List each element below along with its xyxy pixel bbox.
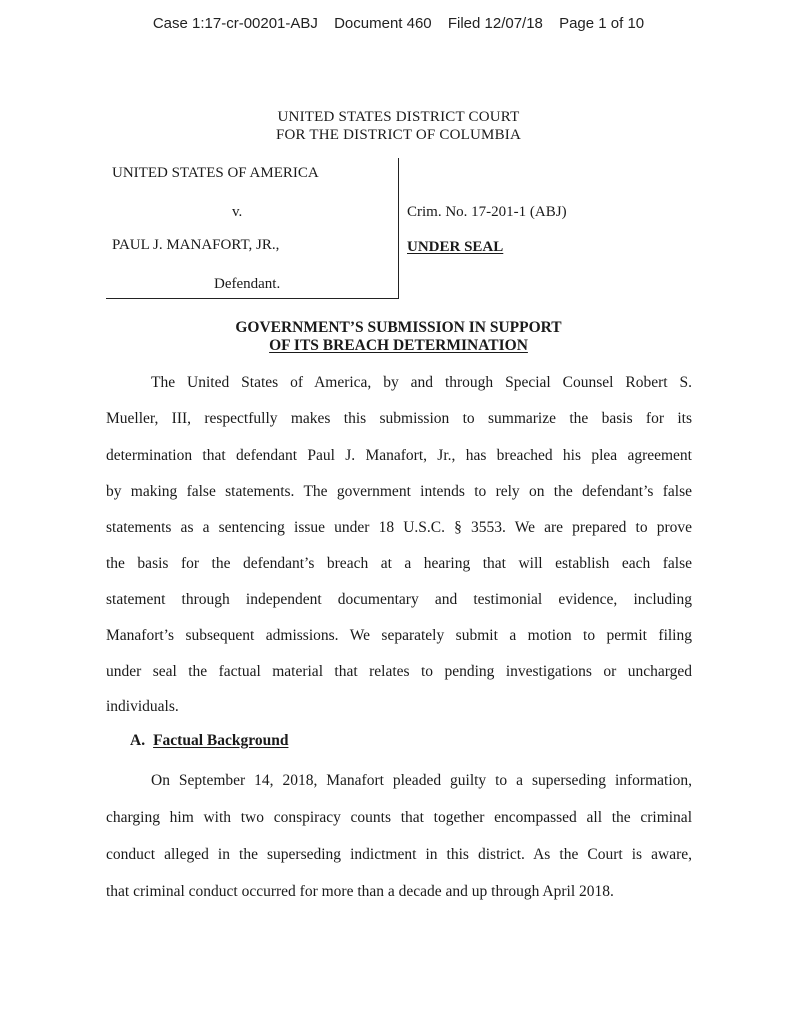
paragraph-1-line: by making false statements. The government intends to rely on the defendant’s false — [106, 483, 692, 500]
ecf-header — [0, 15, 797, 32]
document-title — [0, 319, 797, 355]
paragraph-1-line: the basis for the defendant’s breach at a hearing that will establish each false — [106, 555, 692, 572]
case-number: Crim. No. 17-201-1 (ABJ) — [407, 204, 567, 220]
paragraph-1-line: individuals. — [106, 698, 179, 715]
caption-plaintiff: UNITED STATES OF AMERICA — [112, 165, 319, 181]
paragraph-1-line: Manafort’s subsequent admissions. We separately submit a motion to permit filing — [106, 627, 692, 644]
court-line-2: FOR THE DISTRICT OF COLUMBIA — [275, 127, 522, 143]
title-line-2: OF ITS BREACH DETERMINATION — [269, 337, 528, 354]
section-title: Factual Background — [153, 732, 289, 749]
header-document-number: Document 460 — [334, 15, 432, 32]
court-name — [0, 108, 797, 144]
header-case-number: Case 1:17-cr-00201-ABJ — [152, 15, 318, 32]
section-number: A. — [130, 732, 146, 749]
paragraph-2-line: that criminal conduct occurred for more than a decade and up through April 2018. — [106, 883, 614, 900]
paragraph-1-line: Mueller, III, respectfully makes this submission to summarize the basis for its — [106, 410, 692, 427]
caption-versus: v. — [232, 204, 243, 220]
header-filed-date: Filed 12/07/18 — [447, 15, 543, 32]
title-line-1: GOVERNMENT’S SUBMISSION IN SUPPORT — [235, 319, 562, 336]
paragraph-1-line: determination that defendant Paul J. Manafort, Jr., has breached his plea agreement — [106, 447, 692, 464]
paragraph-1-line: under seal the factual material that relates to pending investigations or uncharged — [106, 663, 692, 680]
caption-vertical-divider — [398, 158, 399, 298]
paragraph-1-line: statement through independent documentary and testimonial evidence, including — [106, 591, 692, 608]
under-seal-label: UNDER SEAL — [407, 239, 504, 255]
paragraph-1-line: The United States of America, by and through Special Counsel Robert S. — [151, 374, 692, 391]
paragraph-2-line: On September 14, 2018, Manafort pleaded guilty to a superseding information, — [151, 772, 692, 789]
paragraph-2-line: charging him with two conspiracy counts that together encompassed all the criminal — [106, 809, 692, 826]
caption-horizontal-divider — [106, 298, 399, 299]
paragraph-1-line: statements as a sentencing issue under 18 U.S.C. § 3553. We are prepared to prove — [106, 519, 692, 536]
court-line-1: UNITED STATES DISTRICT COURT — [277, 109, 520, 125]
section-heading — [130, 732, 288, 750]
caption-defendant-role: Defendant. — [214, 276, 281, 292]
paragraph-2-line: conduct alleged in the superseding indictment in this district. As the Court is aware, — [106, 846, 692, 863]
caption-defendant: PAUL J. MANAFORT, JR., — [112, 237, 280, 253]
header-page-number: Page 1 of 10 — [559, 15, 645, 32]
